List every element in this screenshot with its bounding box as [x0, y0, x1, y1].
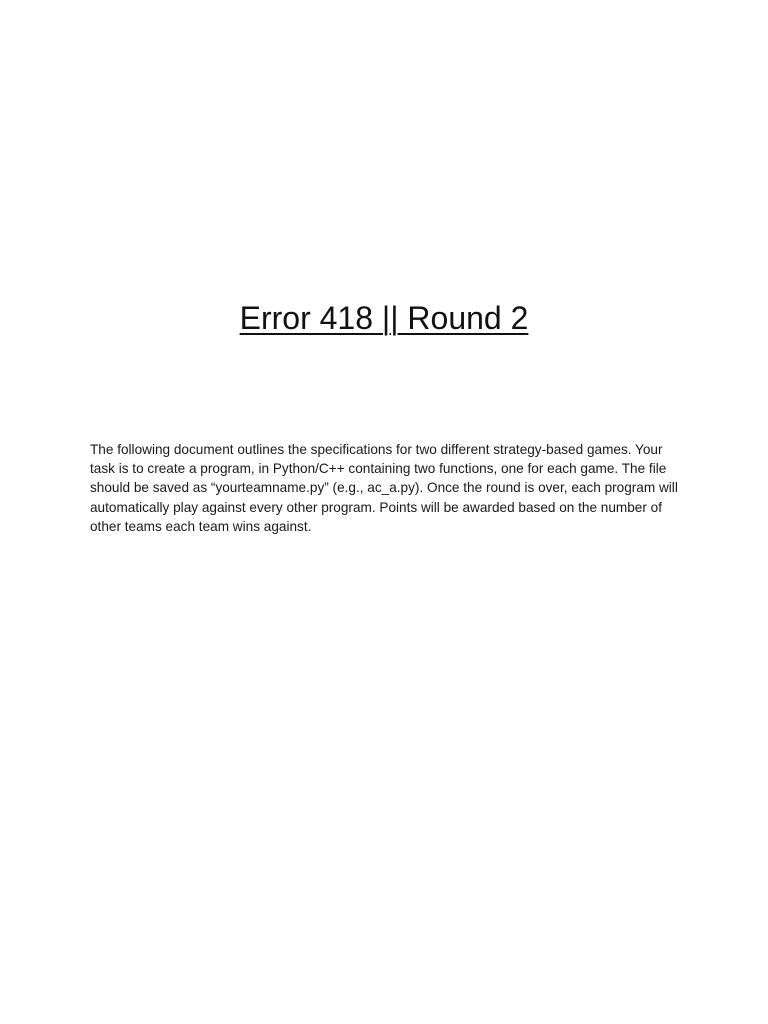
- document-title: Error 418 || Round 2: [239, 300, 529, 336]
- intro-paragraph: The following document outlines the specifications for two different strategy-based games. Your task is to create a program, in Python/C++ containing two functions, one for each game. The file should be saved as “yourteamname.py” (e.g., ac_a.py). Once the round is over, each program will automatically play against every other program. Points will be awarded based on the number of other teams each team wins against.: [90, 442, 678, 534]
